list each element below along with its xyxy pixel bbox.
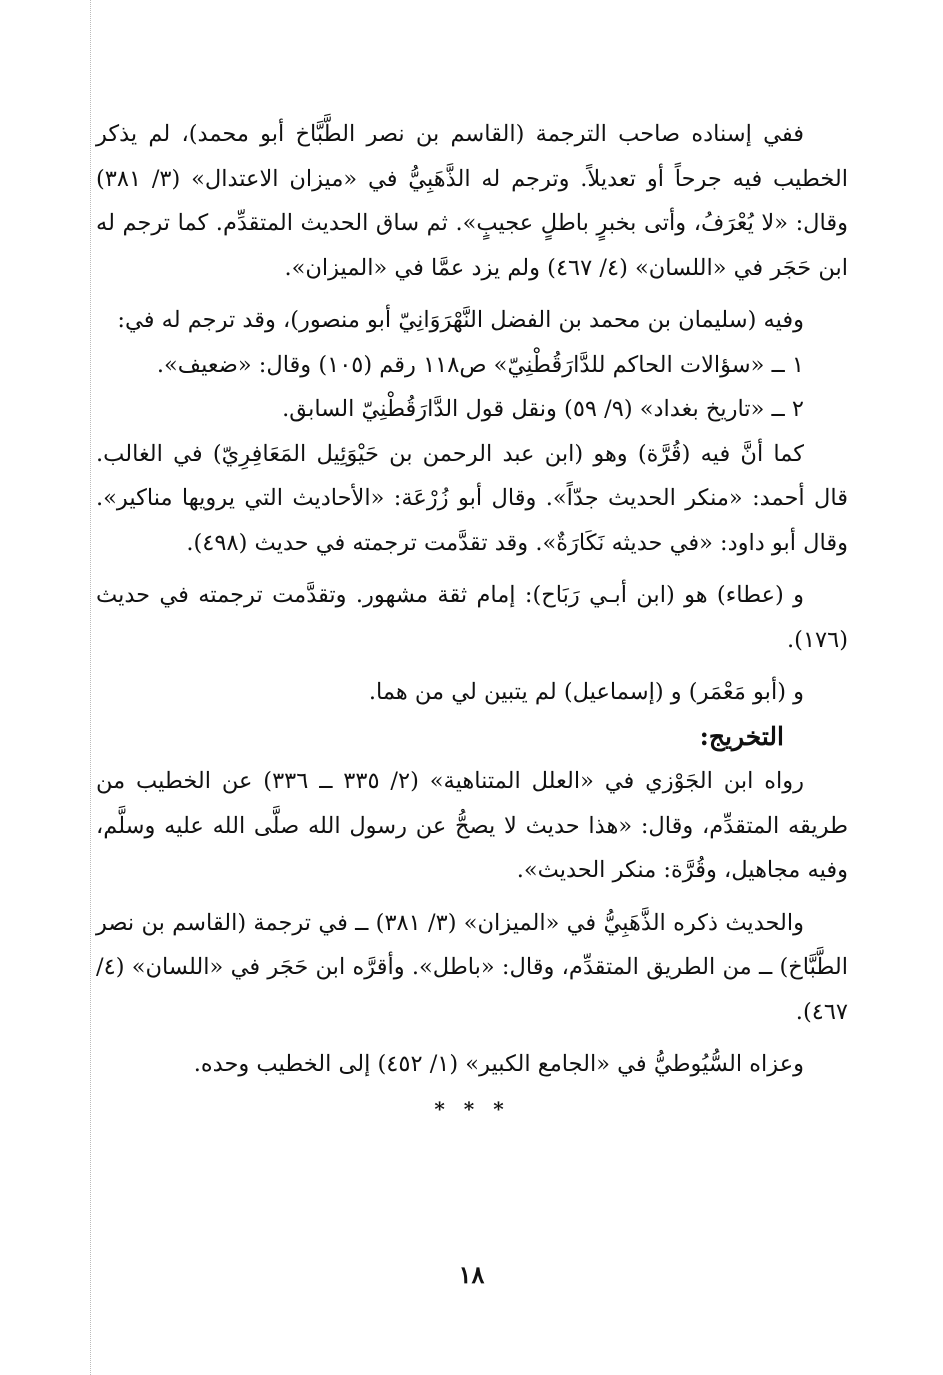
paragraph-8: وعزاه السُّيُوطيُّ في «الجامع الكبير» (١/ ٤٥٢) إلى الخطيب وحده.: [193, 1051, 804, 1077]
paragraph-6: رواه ابن الجَوْزي في «العلل المتناهية» (٢/ ٣٣٥ ــ ٣٣٦) عن الخطيب من طريقه المتقدِّم، وقال: «هذا حديث لا يصحُّ عن رسول الله صلَّى الله عليه وسلَّم، وفيه مجاهيل، وقُرَّة: منكر الحديث».: [96, 768, 848, 883]
page-number: ١٨: [458, 1260, 485, 1289]
list-item-2: ٢ ــ «تاريخ بغداد» (٩/ ٥٩) ونقل قول الدَّارَقُطْنِيّ السابق.: [282, 396, 804, 422]
paragraph-4: و (عطاء) هو (ابن أبـي رَبَاح): إمام ثقة مشهور. وتقدَّمت ترجمته في حديث (١٧٦).: [96, 582, 848, 653]
paragraph-3: كما أنَّ فيه (قُرَّة) وهو (ابن عبد الرحمن بن حَيْوَئِيل المَعَافِرِيّ) في الغالب. قال أحمد: «منكر الحديث جدّاً». وقال أبو زُرْعَة: «الأحاديث التي يرويها مناكير». وقال أبو داود: «في حديثه نَكَارَةٌ». وقد تقدَّمت ترجمته في حديث (٤٩٨).: [96, 440, 848, 556]
page-edge-dotted-line: [90, 0, 91, 1375]
paragraph-2: وفيه (سليمان بن محمد بن الفضل النَّهْرَوَانِيّ أبو منصور)، وقد ترجم له في:: [117, 307, 804, 333]
paragraph-1: ففي إسناده صاحب الترجمة (القاسم بن نصر الطَّبَّاخ أبو محمد)، لم يذكر الخطيب فيه جرحاً أو تعديلاً. وترجم له الذَّهَبِيُّ في «ميزان الاعتدال» (٣/ ٣٨١) وقال: «لا يُعْرَفُ، وأتى بخبرٍ باطلٍ عجيبٍ». ثم ساق الحديث المتقدِّم. كما ترجم له ابن حَجَر في «اللسان» (٤/ ٤٦٧) ولم يزد عمَّا في «الميزان».: [96, 121, 848, 281]
section-separator-stars: * * *: [434, 1096, 510, 1121]
paragraph-5: و (أبو مَعْمَر) و (إسماعيل) لم يتبين لي من هما.: [368, 679, 804, 705]
page-body: [96, 112, 848, 1131]
paragraph-7: والحديث ذكره الذَّهَبِيُّ في «الميزان» (٣/ ٣٨١) ــ في ترجمة (القاسم بن نصر الطَّبَّاخ) ــ من الطريق المتقدِّم، وقال: «باطل». وأقرَّه ابن حَجَر في «اللسان» (٤/ ٤٦٧).: [96, 909, 848, 1025]
list-item-1: ١ ــ «سؤالات الحاكم للدَّارَقُطْنِيّ» ص١١٨ رقم (١٠٥) وقال: «ضعيف».: [156, 351, 804, 378]
section-heading-takhrij: التخريج:: [699, 721, 784, 751]
